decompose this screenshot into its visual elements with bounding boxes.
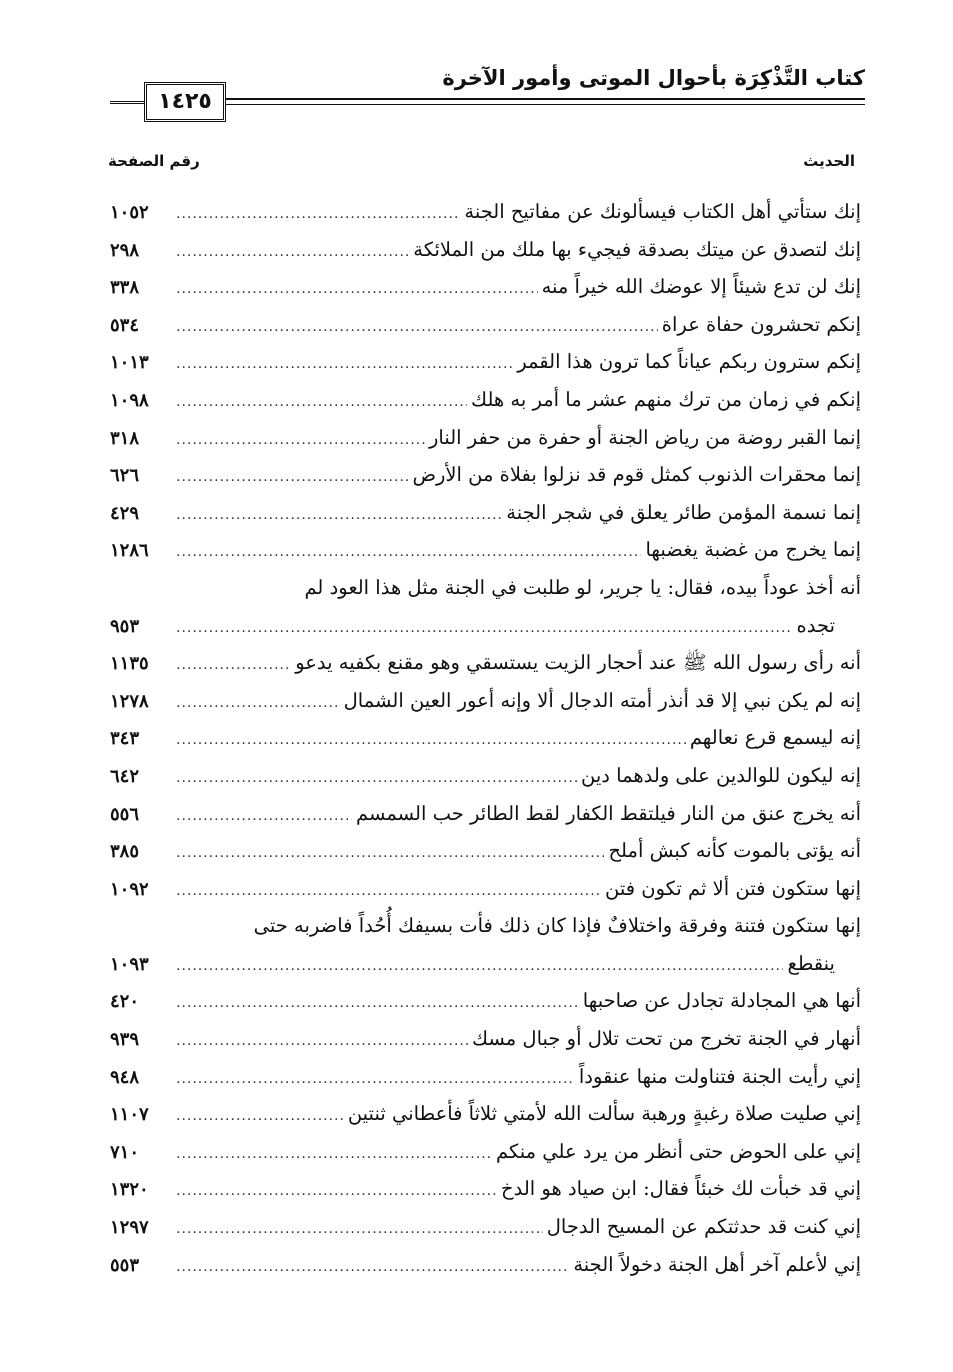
leader-dots: [176, 281, 538, 297]
leader-dots: [176, 394, 467, 410]
entry-page-number: ٦٢٦: [110, 465, 140, 487]
index-entry: [110, 689, 861, 727]
entry-page-number: ١١٠٧: [110, 1104, 149, 1126]
leader-dots: [176, 1221, 543, 1237]
entry-page-number: ٣١٨: [110, 427, 140, 449]
index-entry: [110, 1027, 861, 1065]
entry-text: أنه يخرج عنق من النار فيلتقط الكفار لقط الطائر حب السمسم: [356, 801, 861, 825]
entry-page-number: ٩٣٩: [110, 1029, 140, 1051]
index-entry: [110, 1102, 861, 1140]
entry-text: إنك لن تدع شيئاً إلا عوضك الله خيراً منه: [541, 275, 861, 299]
entry-text: إنما محقرات الذنوب كمثل قوم قد نزلوا بفلاة من الأرض: [412, 463, 861, 487]
entry-text: إنه ليكون للوالدين على ولدهما دين: [580, 763, 861, 787]
entry-text: أنه يؤتى بالموت كأنه كبش أملح: [608, 839, 861, 863]
entry-page-number: ٦٤٢: [110, 765, 140, 787]
leader-dots: [176, 958, 783, 974]
entry-page-number: ١٢٧٨: [110, 690, 149, 712]
leader-dots: [176, 1033, 468, 1049]
entry-page-number: ١٢٨٦: [110, 540, 149, 562]
entry-page-number: ١١٣٥: [110, 653, 149, 675]
index-entry: [110, 200, 861, 238]
entry-text: إنما القبر روضة من رياض الجنة أو حفرة من حفر النار: [429, 425, 861, 449]
entry-text: إنه لم يكن نبي إلا قد أنذر أمته الدجال ألا وإنه أعور العين الشمال: [343, 688, 861, 712]
entry-text: إني على الحوض حتى أنظر من يرد علي منكم: [496, 1139, 861, 1163]
entry-page-number: ١٠٩٨: [110, 389, 149, 411]
entry-text: إني قد خبأت لك خبئاً فقال: ابن صياد هو الدخ: [501, 1177, 861, 1201]
index-entry: [110, 1065, 861, 1103]
page-number: ١٤٢٥: [144, 82, 226, 122]
entry-text: إني لأعلم آخر أهل الجنة دخولاً الجنة: [573, 1252, 861, 1276]
entry-page-number: ٥٣٤: [110, 314, 140, 336]
entry-text: إنكم تحشرون حفاة عراة: [661, 312, 861, 336]
entry-text: إنكم في زمان من ترك منهم عشر ما أمر به هلك: [471, 387, 861, 411]
index-entry: [110, 914, 861, 952]
leader-dots: [176, 319, 658, 335]
index-entry: [110, 313, 861, 351]
leader-dots: [176, 432, 425, 448]
index-list: [110, 200, 861, 1290]
leader-dots: [176, 544, 641, 560]
entry-text: أنه أخذ عوداً بيده، فقال: يا جرير، لو طلبت في الجنة مثل هذا العود لم: [304, 575, 861, 599]
entry-text: إنك لتصدق عن ميتك بصدقة فيجيء بها ملك من الملائكة: [413, 237, 861, 261]
entry-text: إني صليت صلاة رغبةٍ ورهبة سألت الله لأمتي ثلاثاً فأعطاني ثنتين: [347, 1102, 861, 1126]
entry-text: إني كنت قد حدثتكم عن المسيح الدجال: [546, 1215, 861, 1239]
entry-page-number: ٩٤٨: [110, 1066, 140, 1088]
entry-page-number: ٧١٠: [110, 1141, 140, 1163]
index-entry: [110, 1140, 861, 1178]
book-title: كتاب التَّذْكِرَة بأحوال الموتى وأمور الآخرة: [442, 66, 865, 90]
leader-dots: [176, 883, 601, 899]
entry-page-number: ١٠٩٣: [110, 953, 149, 975]
entry-text: إنه ليسمع قرع نعالهم: [689, 726, 861, 750]
index-entry: [110, 388, 861, 426]
index-entry: [110, 839, 861, 877]
index-entry: [110, 726, 861, 764]
index-entry: [110, 1177, 861, 1215]
leader-dots: [176, 770, 577, 786]
entry-page-number: ٣٤٣: [110, 728, 140, 750]
entry-text: أنهار في الجنة تخرج من تحت تلال أو جبال مسك: [471, 1027, 861, 1051]
index-entry: [110, 576, 861, 614]
index-entry: [110, 275, 861, 313]
entry-text: إنها ستكون فتن ألا ثم تكون فتن: [605, 876, 861, 900]
entry-page-number: ٥٥٦: [110, 803, 140, 825]
entry-page-number: ١٠٩٢: [110, 878, 149, 900]
leader-dots: [176, 1071, 575, 1087]
index-entry: [110, 1215, 861, 1253]
leader-dots: [176, 1183, 497, 1199]
entry-page-number: ٤٢٠: [110, 991, 140, 1013]
header-rule: [206, 98, 865, 100]
index-entry: [110, 538, 861, 576]
header-rule-left: [110, 101, 144, 104]
index-entry: [110, 802, 861, 840]
entry-text: إنما يخرج من غضبة يغضبها: [645, 538, 861, 562]
entry-page-number: ٢٩٨: [110, 239, 140, 261]
entry-text: أنه رأى رسول الله ﷺ عند أحجار الزيت يستسقي وهو مقنع بكفيه يدعو: [295, 651, 861, 675]
index-entry: [110, 1253, 861, 1291]
leader-dots: [176, 356, 513, 372]
entry-text: إنكم سترون ربكم عياناً كما ترون هذا القمر: [517, 350, 861, 374]
entry-text-continued: تجده: [796, 613, 835, 637]
entry-text: إنك ستأتي أهل الكتاب فيسألونك عن مفاتيح الجنة: [464, 200, 861, 223]
entry-page-number: ٤٢٩: [110, 502, 140, 524]
page-header: [110, 60, 865, 130]
leader-dots: [176, 620, 793, 636]
leader-dots: [176, 657, 291, 673]
entry-page-number: ١٠٥٢: [110, 202, 149, 223]
leader-dots: [176, 507, 502, 523]
index-entry: [110, 426, 861, 464]
index-entry: [110, 350, 861, 388]
entry-page-number: ٣٨٥: [110, 841, 140, 863]
leader-dots: [176, 1146, 492, 1162]
index-entry-continuation: [110, 614, 861, 652]
entry-page-number: ١٠١٣: [110, 352, 149, 374]
leader-dots: [176, 695, 340, 711]
index-entry: [110, 764, 861, 802]
column-heading-hadith: الحديث: [803, 152, 855, 170]
index-entry-continuation: [110, 952, 861, 990]
entry-text: إنها ستكون فتنة وفرقة واختلافٌ فإذا كان ذلك فأت بسيفك أُحُداً فاضربه حتى: [253, 914, 861, 938]
index-entry: [110, 651, 861, 689]
index-entry: [110, 238, 861, 276]
leader-dots: [176, 1108, 344, 1124]
entry-text-continued: ينقطع: [787, 951, 835, 975]
leader-dots: [176, 1259, 569, 1275]
index-entry: [110, 877, 861, 915]
header-rule-thin: [206, 104, 865, 105]
leader-dots: [176, 206, 460, 222]
entry-page-number: ٩٥٣: [110, 615, 140, 637]
leader-dots: [176, 995, 579, 1011]
leader-dots: [176, 845, 604, 861]
entry-page-number: ١٣٢٠: [110, 1179, 149, 1201]
entry-text: إني رأيت الجنة فتناولت منها عنقوداً: [578, 1064, 861, 1088]
leader-dots: [176, 732, 686, 748]
entry-page-number: ١٢٩٧: [110, 1217, 149, 1239]
column-heading-page: رقم الصفحة: [108, 152, 200, 170]
entry-page-number: ٥٥٣: [110, 1254, 140, 1276]
leader-dots: [176, 244, 409, 260]
entry-text: إنما نسمة المؤمن طائر يعلق في شجر الجنة: [506, 500, 861, 524]
index-entry: [110, 989, 861, 1027]
entry-page-number: ٣٣٨: [110, 277, 140, 299]
index-entry: [110, 501, 861, 539]
index-entry: [110, 463, 861, 501]
entry-text: أنها هي المجادلة تجادل عن صاحبها: [582, 989, 861, 1013]
leader-dots: [176, 469, 408, 485]
leader-dots: [176, 808, 352, 824]
